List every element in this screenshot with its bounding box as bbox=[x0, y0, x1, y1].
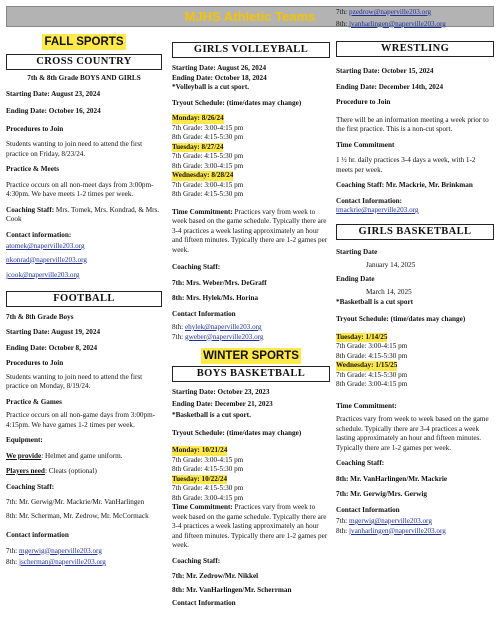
cross-country-contact-heading: Contact information: bbox=[6, 230, 72, 239]
column-left bbox=[6, 34, 162, 568]
wrestling-join-heading: Procedure to Join bbox=[336, 98, 391, 106]
volleyball-staff-7th: 7th: Mrs. Weber/Mrs. DeGraff bbox=[172, 278, 267, 287]
boys-basketball-tryout-2-7th: 7th Grade: 4:15-5:30 pm bbox=[172, 484, 244, 492]
wrestling-email[interactable]: tmackrie@naperville203.org bbox=[336, 206, 419, 214]
girls-basketball-staff-8th: 8th: Mr. VanHarlingen/Mr. Mackrie bbox=[336, 474, 448, 483]
boys-basketball-tryouts bbox=[172, 446, 330, 503]
cross-country-heading: CROSS COUNTRY bbox=[6, 54, 162, 70]
volleyball-tryout-1-8th: 8th Grade: 4:15-5:30 pm bbox=[172, 133, 244, 141]
boys-basketball-staff-8th: 8th: Mr. VanHarlingen/Mr. Scherrman bbox=[172, 585, 292, 594]
girls-basketball-end: March 14, 2025 bbox=[366, 288, 412, 296]
football-staff-heading: Coaching Staff: bbox=[6, 482, 55, 491]
cross-country-staff: Coaching Staff: Mrs. Tomek, Mrs. Kondrad, & Mrs. Cook bbox=[6, 205, 160, 223]
winter-sports-heading: WINTER SPORTS bbox=[203, 350, 299, 362]
wrestling-commit-heading: Time Commitment bbox=[336, 140, 395, 149]
cross-country-email-1[interactable]: atomek@naperville203.org bbox=[6, 242, 85, 250]
girls-basketball-tryout-2-7th: 7th Grade: 4:15-5:30 pm bbox=[336, 370, 408, 379]
page-title: MJHS Athletic Teams bbox=[184, 9, 316, 24]
girls-basketball-tryout-date-2: Wednesday: 1/15/25 bbox=[336, 361, 398, 369]
boys-basketball-staff-7th: 7th: Mr. Zedrow/Mr. Nikkel bbox=[172, 572, 259, 580]
girls-basketball-tryout-1-7th: 7th Grade: 3:00-4:15 pm bbox=[336, 342, 408, 350]
wrestling-heading: WRESTLING bbox=[336, 41, 494, 57]
boys-basketball-contact-heading: Contact Information bbox=[172, 599, 236, 607]
boys-basketball-tryout-date-2: Tuesday: 10/22/24 bbox=[172, 474, 228, 483]
girls-basketball-cut: *Basketball is a cut sport bbox=[336, 297, 414, 306]
volleyball-contact-7th: 7th: gweber@naperville203.org bbox=[172, 332, 264, 341]
football-players-need: Players need: Cleats (optional) bbox=[6, 467, 97, 475]
wrestling-end: Ending Date: December 14th, 2024 bbox=[336, 82, 444, 91]
football-end: Ending Date: October 8, 2024 bbox=[6, 343, 98, 352]
boys-basketball-commitment: Time Commitment: Practices vary from week to week based on the game schedule. Typically there are 3-4 practices a week lasting approximately an hour and fifteen minutes. Typically there are 1-2 games per week. bbox=[172, 503, 328, 549]
girls-basketball-commit-heading: Time Commitment: bbox=[336, 401, 397, 410]
girls-basketball-commit-text: Practices vary from week to week based on the game schedule. Typically there are 3-4 practices a week lasting approximately an hour and fifteen minutes. Typically there are 1-2 games per week. bbox=[336, 415, 489, 452]
volleyball-tryout-3-8th: 8th Grade: 4:15-5:30 pm bbox=[172, 190, 244, 198]
boys-basketball-tryout-date-1: Monday: 10/21/24 bbox=[172, 446, 228, 454]
wrestling-staff: Coaching Staff: Mr. Mackrie, Mr. Brinkman bbox=[336, 181, 473, 189]
cross-country-subtitle: 7th & 8th Grade BOYS AND GIRLS bbox=[27, 74, 141, 82]
football-join-heading: Procedures to Join bbox=[6, 359, 64, 367]
girls-basketball-contact-7th: 7th: mgerwig@naperville203.org bbox=[336, 517, 432, 525]
boys-basketball-tryout-heading: Tryout Schedule: (time/dates may change) bbox=[172, 428, 302, 437]
volleyball-tryout-1-7th: 7th Grade: 3:00-4:15 pm bbox=[172, 123, 244, 132]
volleyball-tryout-date-1: Monday: 8/26/24 bbox=[172, 114, 224, 122]
cross-country-end: Ending Date: October 16, 2024 bbox=[6, 107, 101, 115]
volleyball-heading: GIRLS VOLLEYBALL bbox=[172, 42, 330, 58]
cross-country-email-3[interactable]: jcook@naperville203.org bbox=[6, 271, 80, 279]
football-contact-heading: Contact information bbox=[6, 531, 69, 539]
girls-basketball-tryouts bbox=[336, 333, 494, 390]
cross-country-meets-text: Practice occurs on all non-meet days from 3:00pm-4:30pm. We have meets 1-2 times per week. bbox=[6, 180, 154, 198]
boys-basketball-start: Starting Date: October 23, 2023 bbox=[172, 388, 270, 396]
football-contact-7th: 7th: mgerwig@naperville203.org bbox=[6, 546, 102, 555]
cross-country-meets-heading: Practice & Meets bbox=[6, 165, 60, 173]
girls-basketball-tryout-1-8th: 8th Grade: 4:15-5:30 pm bbox=[336, 351, 408, 360]
girls-basketball-tryout-date-1: Tuesday: 1/14/25 bbox=[336, 332, 388, 341]
football-join-text: Students wanting to join need to attend the first practice on Monday, 8/19/24. bbox=[6, 372, 143, 390]
volleyball-tryout-2-8th: 8th Grade: 3:00-4:15 pm bbox=[172, 161, 244, 170]
football-subtitle: 7th & 8th Grade Boys bbox=[6, 312, 74, 321]
wrestling-contact-heading: Contact Information: bbox=[336, 196, 403, 205]
cross-country-start: Starting Date: August 23, 2024 bbox=[6, 89, 101, 98]
volleyball-staff-heading: Coaching Staff: bbox=[172, 263, 221, 271]
wrestling-join-text: There will be an information meeting a week prior to the first practice. This is a non-cut sport. bbox=[336, 115, 489, 133]
column-middle bbox=[172, 34, 330, 609]
boys-basketball-contact-8th: 8th: jvanharlingen@naperville203.org bbox=[336, 19, 446, 28]
football-we-provide: We provide: Helmet and game uniform. bbox=[6, 451, 123, 460]
girls-basketball-start-heading: Starting Date bbox=[336, 247, 378, 256]
girls-basketball-tryout-heading: Tryout Schedule: (time/dates may change) bbox=[336, 315, 466, 323]
volleyball-commitment: Time Commitment: Practices vary from week to week based on the game schedule. Typically there are 3-4 practices a week lasting approximately an hour and fifteen minutes. Typically there are 1-2 games per week. bbox=[172, 207, 328, 254]
wrestling-start: Starting Date: October 15, 2024 bbox=[336, 67, 434, 75]
volleyball-tryouts bbox=[172, 114, 330, 200]
cross-country-join-heading: Procedures to Join bbox=[6, 124, 64, 133]
volleyball-cut: *Volleyball is a cut sport. bbox=[172, 83, 250, 91]
volleyball-tryout-date-3: Wednesday: 8/28/24 bbox=[172, 171, 234, 179]
volleyball-start: Starting Date: August 26, 2024 bbox=[172, 64, 267, 72]
wrestling-commit-text: 1 ½ hr. daily practices 3-4 days a week, with 1-2 meets per week. bbox=[336, 156, 476, 174]
football-heading: FOOTBALL bbox=[6, 291, 162, 307]
boys-basketball-end: Ending Date: December 21, 2023 bbox=[172, 399, 273, 408]
volleyball-contact-heading: Contact Information bbox=[172, 309, 236, 318]
volleyball-staff-8th: 8th: Mrs. Hylek/Ms. Horina bbox=[172, 294, 259, 302]
boys-basketball-tryout-1-8th: 8th Grade: 4:15-5:30 pm bbox=[172, 465, 244, 473]
girls-basketball-end-heading: Ending Date bbox=[336, 274, 375, 283]
girls-basketball-heading: GIRLS BASKETBALL bbox=[336, 224, 494, 240]
football-staff-7th: 7th: Mr. Gerwig/Mr. Mackrie/Mr. VanHarlingen bbox=[6, 498, 145, 506]
cross-country-join-text: Students wanting to join need to attend the first practice on Friday, 8/23/24. bbox=[6, 140, 143, 158]
boys-basketball-contact-7th: 7th: pzedrow@naperville203.org bbox=[336, 8, 432, 16]
football-staff-8th: 8th: Mr. Scherman, Mr. Zedrow, Mr. McCormack bbox=[6, 511, 149, 520]
football-games-text: Practice occurs on all non-game days from 3:00pm-4:15pm. We have games 1-2 times per week. bbox=[6, 411, 156, 429]
volleyball-tryout-3-7th: 7th Grade: 3:00-4:15 pm bbox=[172, 180, 244, 189]
football-games-heading: Practice & Games bbox=[6, 397, 62, 406]
column-right bbox=[336, 8, 494, 536]
boys-basketball-staff-heading: Coaching Staff: bbox=[172, 556, 221, 565]
girls-basketball-contact-heading: Contact Information bbox=[336, 505, 400, 514]
football-start: Starting Date: August 19, 2024 bbox=[6, 328, 101, 336]
volleyball-tryout-date-2: Tuesday: 8/27/24 bbox=[172, 142, 224, 151]
girls-basketball-tryout-2-8th: 8th Grade: 3:00-4:15 pm bbox=[336, 380, 408, 388]
boys-basketball-tryout-1-7th: 7th Grade: 3:00-4:15 pm bbox=[172, 455, 244, 464]
cross-country-email-2[interactable]: nkonrad@naperville203.org bbox=[6, 255, 87, 264]
girls-basketball-start: January 14, 2025 bbox=[366, 261, 416, 269]
girls-basketball-staff-heading: Coaching Staff: bbox=[336, 459, 385, 467]
boys-basketball-heading: BOYS BASKETBALL bbox=[172, 366, 330, 382]
fall-sports-heading: FALL SPORTS bbox=[44, 36, 124, 48]
boys-basketball-tryout-2-8th: 8th Grade: 3:00-4:15 pm bbox=[172, 493, 244, 502]
boys-basketball-cut: *Basketball is a cut sport. bbox=[172, 411, 251, 419]
volleyball-tryout-2-7th: 7th Grade: 4:15-5:30 pm bbox=[172, 152, 244, 160]
girls-basketball-staff-7th: 7th: Mr. Gerwig/Mrs. Gerwig bbox=[336, 490, 427, 498]
football-contact-8th: 8th: jscherman@naperville203.org bbox=[6, 558, 106, 566]
girls-basketball-contact-8th: 8th: jvanharlingen@naperville203.org bbox=[336, 526, 446, 535]
volleyball-end: Ending Date: October 18, 2024 bbox=[172, 73, 267, 82]
volleyball-tryout-heading: Tryout Schedule: (time/dates may change) bbox=[172, 98, 302, 107]
volleyball-contact-8th: 8th: ehylek@naperville203.org bbox=[172, 323, 262, 331]
football-equipment-heading: Equipment: bbox=[6, 436, 43, 444]
